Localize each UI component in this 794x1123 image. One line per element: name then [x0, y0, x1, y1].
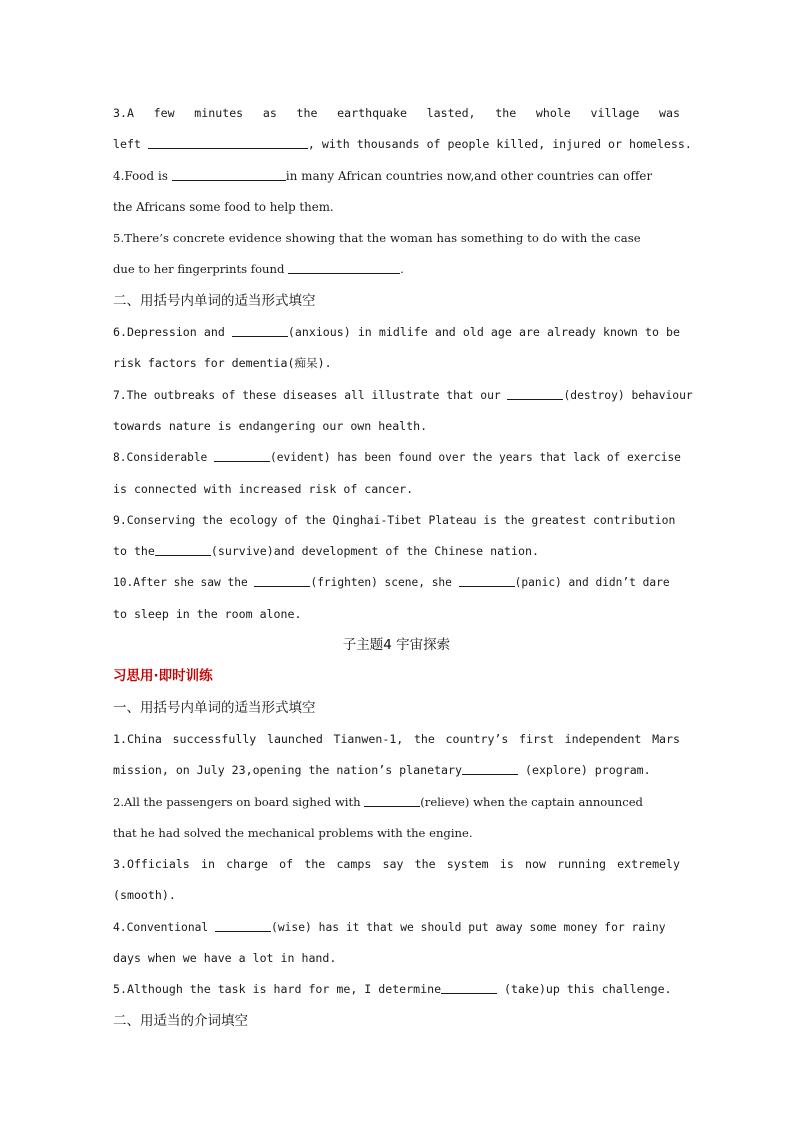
question-text: (evident) has been found over the years that lack of exercise	[270, 451, 681, 465]
subtopic-title: 子主题4 宇宙探索	[342, 637, 451, 654]
question-text: (relieve) when the captain announced	[420, 794, 643, 809]
question-8-line-2	[113, 474, 680, 505]
question-text: 6.Depression and	[113, 325, 232, 340]
question-text: (survive)and development of the Chinese nation.	[210, 544, 539, 559]
question-text: A few minutes as the earthquake lasted, the whole village was	[126, 106, 680, 120]
question-7-line-1	[113, 380, 693, 411]
answer-blank[interactable]	[462, 762, 518, 775]
question-text: 7.The outbreaks of these diseases all illustrate that our	[113, 388, 508, 402]
answer-blank[interactable]	[148, 136, 308, 149]
practice-5-line-1	[113, 974, 680, 1005]
section-heading: 二、用适当的介词填空	[113, 1012, 248, 1029]
question-number: 3.	[113, 106, 127, 120]
question-text: towards nature is endangering our own health.	[113, 418, 428, 433]
question-text: to sleep in the room alone.	[113, 606, 302, 621]
answer-blank[interactable]	[172, 168, 286, 181]
practice-1-line-1	[113, 724, 680, 755]
question-text: that he had solved the mechanical problems with the engine.	[113, 825, 473, 840]
question-text: due to her fingerprints found	[113, 262, 289, 277]
answer-blank[interactable]	[215, 919, 271, 932]
question-text: (frighten) scene, she	[310, 576, 459, 590]
question-text: .	[400, 262, 404, 277]
question-text: 5.There’s concrete evidence showing that the woman has something to do with the case	[113, 231, 641, 246]
question-4-line-2	[113, 192, 680, 223]
question-text: in many African countries now,and other countries can offer	[285, 168, 653, 183]
question-text: 8.Considerable	[113, 451, 215, 465]
question-text: 3.Officials in charge of the camps say the system is now running extremely	[113, 857, 680, 872]
question-text: (anxious) in midlife and old age are already known to be	[287, 325, 680, 340]
section-heading: 一、用括号内单词的适当形式填空	[113, 699, 316, 716]
question-6-line-1	[113, 317, 680, 348]
practice-2-line-2	[113, 818, 680, 849]
question-8-line-1	[113, 442, 680, 473]
practice-3-line-2	[113, 880, 680, 911]
question-text: 10.After she saw the	[113, 576, 255, 590]
question-text: 9.Conserving the ecology of the Qinghai-Tibet Plateau is the greatest contribution	[113, 512, 676, 527]
question-10-line-1	[113, 567, 680, 598]
question-3-line-2	[113, 129, 692, 160]
question-text: (wise) has it that we should put away some money for rainy	[271, 920, 666, 934]
question-5-line-1	[113, 223, 680, 254]
question-text: (destroy) behaviour	[563, 388, 693, 402]
practice-3-line-1	[113, 849, 680, 880]
answer-blank[interactable]	[441, 981, 497, 994]
question-9-line-1	[113, 505, 680, 536]
question-text: 5.Although the task is hard for me, I determine	[113, 982, 442, 997]
question-3-line-1	[113, 98, 680, 129]
question-text: (panic) and didn’t dare	[514, 576, 670, 590]
question-10-line-2	[113, 599, 680, 630]
question-9-line-2	[113, 536, 680, 567]
question-text: 2.All the passengers on board sighed with	[113, 794, 365, 809]
question-text: mission, on July 23,opening the nation’s planetary	[113, 763, 463, 778]
question-text: left	[113, 137, 148, 152]
practice-4-line-1	[113, 912, 680, 943]
question-7-line-2	[113, 411, 680, 442]
practice-2-line-1	[113, 787, 680, 818]
answer-blank[interactable]	[214, 449, 270, 462]
answer-blank[interactable]	[507, 387, 563, 400]
exercise-content	[113, 98, 693, 1037]
question-text: risk factors for dementia(痴呆).	[113, 356, 332, 371]
question-text: (take)up this challenge.	[497, 982, 672, 997]
answer-blank[interactable]	[364, 794, 420, 807]
question-text: 1.China successfully launched Tianwen-1, the country’s first independent Mars	[113, 731, 680, 746]
question-text: to the	[113, 544, 155, 559]
question-text: (explore) program.	[518, 763, 651, 778]
question-text: is connected with increased risk of cancer.	[113, 481, 414, 496]
question-text: 4.Food is	[113, 168, 172, 183]
practice-1-line-2	[113, 755, 680, 786]
question-4-line-1	[113, 161, 680, 192]
question-text: (smooth).	[113, 888, 176, 903]
question-text: , with thousands of people killed, injured or homeless.	[307, 137, 692, 152]
question-6-line-2	[113, 348, 680, 379]
practice-heading: 习思用·即时训练	[113, 668, 213, 685]
section-heading: 二、用括号内单词的适当形式填空	[113, 292, 316, 309]
answer-blank[interactable]	[232, 324, 288, 337]
question-text: 4.Conventional	[113, 920, 216, 934]
answer-blank[interactable]	[459, 574, 515, 587]
answer-blank[interactable]	[254, 574, 310, 587]
practice-4-line-2	[113, 943, 680, 974]
question-5-line-2	[113, 254, 680, 285]
answer-blank[interactable]	[155, 543, 211, 556]
question-text: days when we have a lot in hand.	[113, 951, 337, 966]
answer-blank[interactable]	[288, 261, 400, 274]
question-text: the Africans some food to help them.	[113, 199, 334, 214]
